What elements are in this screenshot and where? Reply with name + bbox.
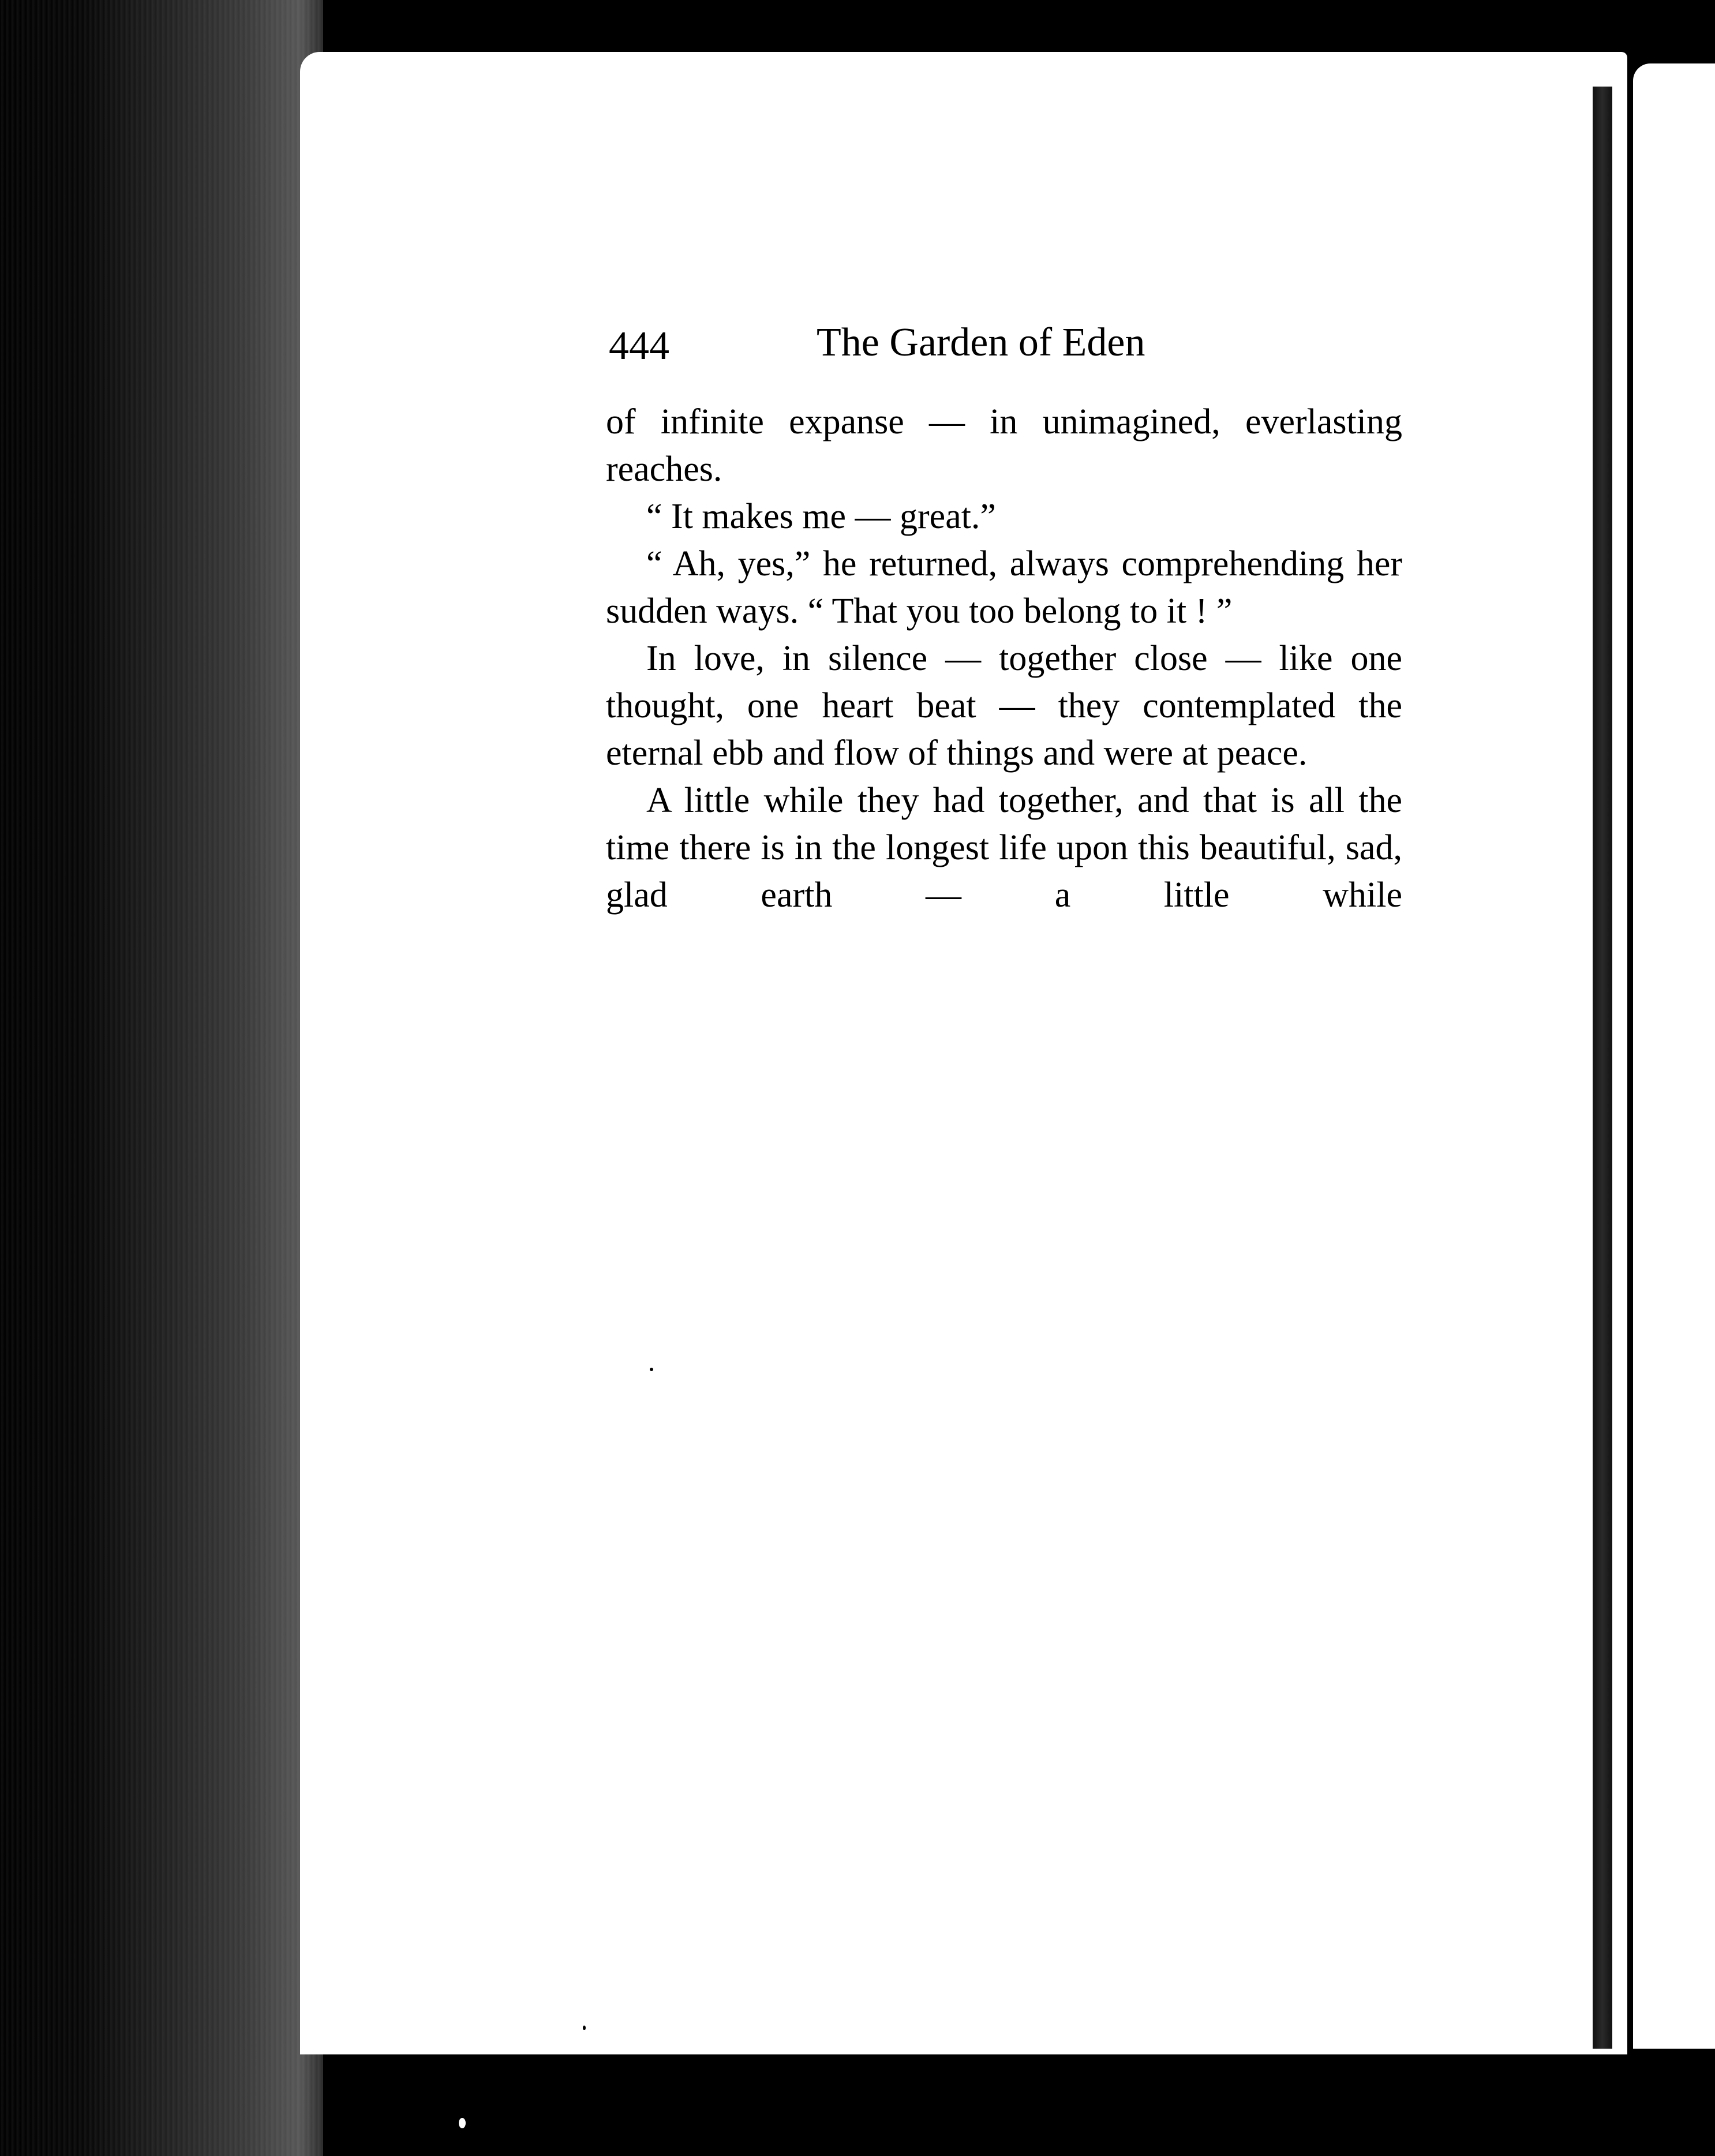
page-gutter-shadow bbox=[1593, 87, 1612, 2049]
paragraph: In love, in silence — together close — like one thought, one heart beat — they contemplated the eternal ebb and flow of things and were at peace. bbox=[606, 639, 1402, 773]
paragraph: “ It makes me — great.” bbox=[646, 497, 996, 536]
ink-speck bbox=[650, 1368, 653, 1371]
facing-page-edge bbox=[1633, 63, 1715, 2049]
running-title: The Garden of Eden bbox=[817, 320, 1145, 365]
paragraph: A little while they had together, and that is all the time there is in the longest life upon this beautiful, sad, glad earth — a little while bbox=[606, 781, 1402, 915]
body-text bbox=[606, 398, 1402, 919]
paragraph: “ Ah, yes,” he returned, always comprehending her sudden ways. “ That you too belong to it ! ” bbox=[606, 544, 1402, 631]
ink-speck bbox=[583, 2026, 586, 2030]
page-header bbox=[609, 320, 1232, 381]
paragraph: of infinite expanse — in unimagined, everlasting reaches. bbox=[606, 402, 1402, 489]
page-number: 444 bbox=[609, 324, 669, 368]
ink-speck bbox=[459, 2118, 466, 2128]
book-spine-edge bbox=[0, 0, 323, 2156]
